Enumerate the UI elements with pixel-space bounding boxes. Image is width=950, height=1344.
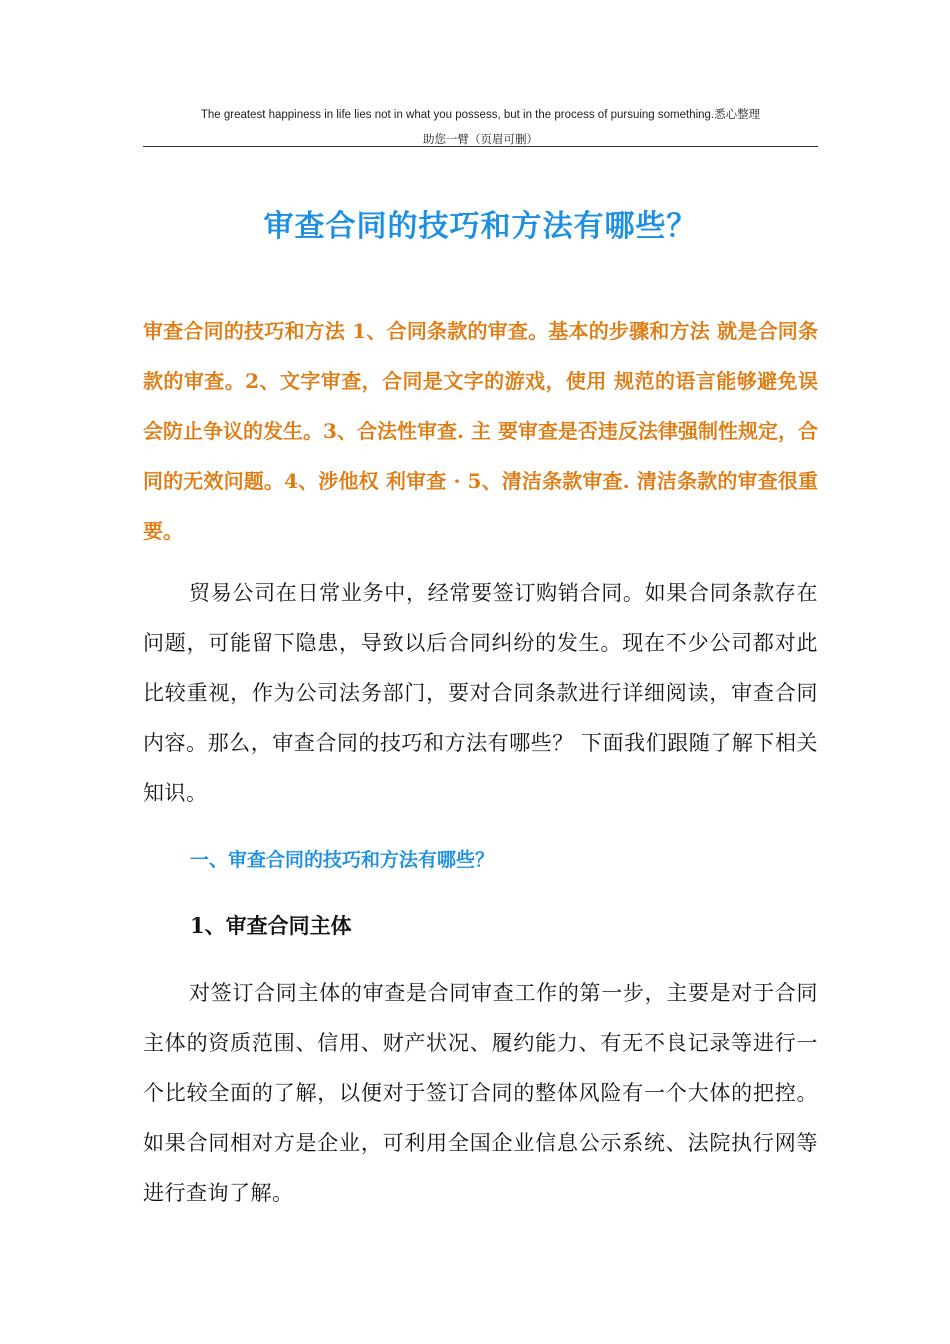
intro-paragraph: 贸易公司在日常业务中，经常要签订购销合同。如果合同条款存在问题，可能留下隐患，导致以后合同纠纷的发生。现在不少公司都对此比较重视，作为公司法务部门，要对合同条款进行详细阅读，审查合同内容。那么，审查合同的技巧和方法有哪些？ 下面我们跟随了解下相关知识。 xyxy=(143,581,818,805)
header-note: 助您一臂（页眉可删） xyxy=(423,132,538,146)
header-divider xyxy=(143,146,818,147)
document-title: 审查合同的技巧和方法有哪些？ xyxy=(263,209,698,245)
header-quote: The greatest happiness in life lies not in what you possess, but in the process of pursuing something.悉心整理 xyxy=(200,109,761,121)
sub-heading: 1、审查合同主体 xyxy=(190,913,352,938)
subject-review-paragraph: 对签订合同主体的审查是合同审查工作的第一步，主要是对于合同主体的资质范围、信用、财产状况、履约能力、有无不良记录等进行一个比较全面的了解，以便对于签订合同的整体风险有一个大体的把控。如果合同相对方是企业，可利用全国企业信息公示系统、法院执行网等进行查询了解。 xyxy=(143,981,818,1205)
section-heading: 一、审查合同的技巧和方法有哪些？ xyxy=(190,849,495,871)
summary-paragraph: 审查合同的技巧和方法 1、合同条款的审查。基本的步骤和方法 就是合同条款的审查。2、文字审查，合同是文字的游戏，使用 规范的语言能够避免误会防止争议的发生。3、合法性审查. 主 要审查是否违反法律强制性规定，合同的无效问题。4、涉他权 利审查 · 5、清洁条款审查. 清洁条款的审查很重要。 xyxy=(143,319,818,543)
page-header xyxy=(143,106,818,148)
